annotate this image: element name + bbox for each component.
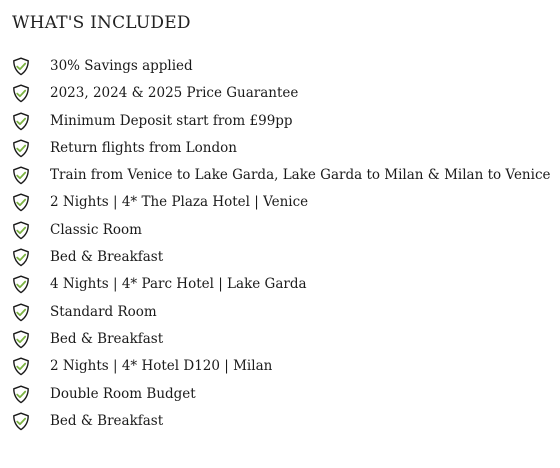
section-heading: WHAT'S INCLUDED	[12, 13, 191, 33]
included-list	[0, 53, 560, 435]
included-item-13	[0, 381, 560, 408]
included-item-14	[0, 408, 560, 435]
included-item-2	[0, 80, 560, 107]
included-item-10	[0, 299, 560, 326]
included-item-label: Train from Venice to Lake Garda, Lake Garda to Milan & Milan to Venice	[50, 167, 551, 184]
shield-check-icon	[12, 275, 30, 294]
included-item-5	[0, 162, 560, 189]
shield-check-icon	[12, 112, 30, 131]
included-item-label: 2023, 2024 & 2025 Price Guarantee	[50, 85, 299, 102]
shield-check-icon	[12, 221, 30, 240]
shield-check-icon	[12, 357, 30, 376]
included-item-1	[0, 53, 560, 80]
included-item-4	[0, 135, 560, 162]
included-item-12	[0, 353, 560, 380]
included-item-label: Bed & Breakfast	[50, 249, 164, 266]
shield-check-icon	[12, 248, 30, 267]
shield-check-icon	[12, 193, 30, 212]
shield-check-icon	[12, 139, 30, 158]
shield-check-icon	[12, 303, 30, 322]
shield-check-icon	[12, 166, 30, 185]
included-item-label: Bed & Breakfast	[50, 412, 164, 429]
included-item-7	[0, 217, 560, 244]
included-item-label: Standard Room	[50, 303, 157, 320]
included-item-9	[0, 271, 560, 298]
shield-check-icon	[12, 385, 30, 404]
shield-check-icon	[12, 330, 30, 349]
shield-check-icon	[12, 84, 30, 103]
shield-check-icon	[12, 412, 30, 431]
included-item-label: Classic Room	[50, 221, 142, 238]
included-item-label: 4 Nights | 4* Parc Hotel | Lake Garda	[50, 276, 307, 293]
included-item-label: Bed & Breakfast	[50, 330, 164, 347]
included-item-11	[0, 326, 560, 353]
included-item-8	[0, 244, 560, 271]
included-item-label: 2 Nights | 4* The Plaza Hotel | Venice	[50, 194, 309, 211]
included-item-label: Return flights from London	[50, 139, 237, 156]
included-item-label: 30% Savings applied	[50, 58, 193, 74]
included-item-label: 2 Nights | 4* Hotel D120 | Milan	[50, 358, 273, 375]
included-item-6	[0, 189, 560, 216]
included-item-3	[0, 108, 560, 135]
shield-check-icon	[12, 57, 30, 76]
included-item-label: Minimum Deposit start from £99pp	[50, 112, 293, 129]
included-item-label: Double Room Budget	[50, 385, 196, 402]
